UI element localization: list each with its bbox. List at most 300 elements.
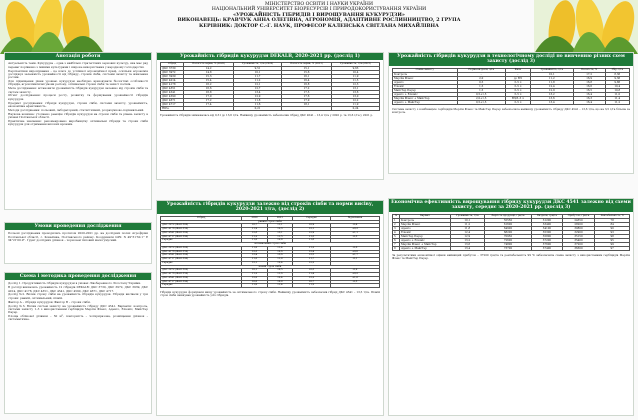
table3-cell: Контроль <box>393 72 458 76</box>
table1-cell <box>184 107 234 111</box>
table4-header-cell: Вартість продукції, грн/га <box>484 214 532 218</box>
table3-header-cell: Схема захисту <box>393 68 458 72</box>
table4-header-cell: Рентабельність, % <box>595 214 630 218</box>
university-line: НАЦІОНАЛЬНИЙ УНІВЕРСИТЕТ БІОРЕСУРСІВ І ПРИРОДОКОРИСТУВАННЯ УКРАЇНИ <box>211 7 427 13</box>
table3-title: Урожайність гібридів кукурудзи в технологічному досліді по вивченню різних схем захисту (дослід 3) <box>389 53 633 66</box>
table2-cell: ДКС 4178 (ФАО 350) <box>161 228 242 232</box>
table3-cell: 10,8 <box>605 88 629 92</box>
table1-cell: ДКС 4590 <box>161 95 184 99</box>
table2-section <box>156 200 384 416</box>
table4-cell: 97 <box>595 246 630 250</box>
table1-cell: ДКС 4541 <box>161 91 184 95</box>
author-line: ВИКОНАВЕЦЬ: КРАВЧУК АННА ОЛЕГІВНА, АГРОНОМІЯ, АДАПТИВНЕ РОСЛИННИЦТВО, 2 ГРУПА <box>177 17 461 24</box>
table3-cell: 16,5 <box>573 88 605 92</box>
table1-cell: 10,4 <box>332 71 380 75</box>
table1-cell: ДКС 4351 <box>161 87 184 91</box>
table2-cell: 12,3 <box>242 250 267 254</box>
table4-cell: 30800 <box>562 226 595 230</box>
table2-cell: 11,2 <box>242 273 267 277</box>
table1-cell: 14,8 <box>184 71 234 75</box>
table2-cell: 12,6 <box>267 250 292 254</box>
table4-header-cell: Прибуток, грн/га <box>562 214 595 218</box>
table2-cell: 12,2 <box>293 276 331 280</box>
table4-cell: 72600 <box>484 238 532 242</box>
table2-group-label: ранній строк сівби <box>161 220 380 224</box>
table2-cell: 11,7 <box>293 258 331 262</box>
table2-header-cell: Відхилення <box>330 216 379 220</box>
table2-group-label: оптимальний строк сівби <box>161 243 380 247</box>
table3-cell: до ВЧ <box>505 76 530 80</box>
table4-cell: 8 <box>393 246 400 250</box>
table2-header-cell: Гібрид <box>161 216 242 220</box>
table3-cell: 11,8 <box>530 80 573 84</box>
table2-cell: 10,6 <box>242 280 267 284</box>
table2-cell: Середнє <box>161 284 242 288</box>
table1-cell: 11,2 <box>234 79 282 83</box>
table4-cell: 13,4 <box>450 246 484 250</box>
table4-cell: Аденго + МайсТер <box>399 246 450 250</box>
table3-cell: 12,4 <box>530 84 573 88</box>
table2-cell: 10,1 <box>242 269 267 273</box>
table3-header-cell: Фаза <box>505 68 530 72</box>
table3-cell: 11,4 <box>605 96 629 100</box>
table1-cell: 11,9 <box>332 75 380 79</box>
table1-cell: 12,2 <box>332 99 380 103</box>
table1-cell: 15,1 <box>282 67 332 71</box>
table1-section <box>156 52 384 180</box>
table4-header-cell: № <box>393 214 400 218</box>
table3-cell: Елюміс <box>393 84 458 88</box>
table2-cell: 11,4 <box>293 273 331 277</box>
table4-cell: 24350 <box>562 218 595 222</box>
table2-cell: -0,4 <box>330 224 379 228</box>
table2-cell: Середнє <box>161 261 242 265</box>
table2-cell: 12,2 <box>293 261 331 265</box>
left-column <box>4 52 152 416</box>
table3-cell: Аденго + МайсТер <box>393 100 458 104</box>
table3-cell: 9,86 <box>605 80 629 84</box>
table1-cell: 13,4 <box>234 91 282 95</box>
table3-cell: 3–5 л <box>505 84 530 88</box>
table1-cell: 15,3 <box>184 75 234 79</box>
table3-cell: 8,36 <box>605 72 629 76</box>
table2-cell: 13,4 <box>242 254 267 258</box>
abstract-text <box>5 60 151 129</box>
abstract-paragraph: Предмет дослідження: гібриди кукурудзи, строки сівби, системи захисту, урожайність, економічна ефективність. <box>8 100 148 108</box>
table3-cell: 16,4 <box>573 92 605 96</box>
table4-note: За результатами економічної оцінки найвищий прибуток – 37200 грн/га та рентабельність 99 % забезпечила схема захисту з використанням гербіцидів Мерлін Флекс та МайсТер Пауер. <box>392 252 630 260</box>
table3-cell: – <box>457 72 505 76</box>
table4-cell: 74800 <box>484 242 532 246</box>
corn-decoration-right-icon <box>534 0 638 54</box>
table4-cell: 35150 <box>562 234 595 238</box>
table1-cell: ДКС 3730 <box>161 67 184 71</box>
table1-cell: 0,21 <box>234 107 282 111</box>
table1-cell: 17,5 <box>282 91 332 95</box>
table2-cell: 13,6 <box>267 254 292 258</box>
table3-cell: Аденго + Елюміс <box>393 92 458 96</box>
table4-cell: 78 <box>595 218 630 222</box>
table2-cell: 11,2 <box>293 284 331 288</box>
table2-cell: ДКС 4178 (ФАО 350) <box>161 250 242 254</box>
table3-cell: 13,2 <box>530 92 573 96</box>
abstract-paragraph: Актуальність теми. Кукурудза – одна з найбільш стратегічних зернових культур, яка має ряд переваг порівняно з іншими культурами і широке використання у народному господарстві. <box>8 61 148 69</box>
table1-cell: 16,1 <box>282 75 332 79</box>
table4-cell: 7 <box>393 242 400 246</box>
table4-cell: 2 <box>393 222 400 226</box>
table4-cell: Аденго <box>399 226 450 230</box>
table3-body <box>393 72 630 104</box>
table2-cell: +1,1 <box>330 231 379 235</box>
table4-cell: 33400 <box>532 222 562 226</box>
table3-cell: 13,4 <box>530 100 573 104</box>
abstract-title: Анотація роботи <box>5 53 151 60</box>
table2-cell: ДКС 4717 (ФАО 390) <box>161 235 242 239</box>
table2-cell: +0,2 <box>330 273 379 277</box>
table3-cell: 13,6 <box>530 96 573 100</box>
table2-cell: ДКС 3972 (ФАО 300) <box>161 246 242 250</box>
table1-header-cell: Вологість зерна, % (2020) <box>184 63 234 67</box>
table3-cell: 11,0 <box>605 92 629 96</box>
table2-cell: 12,4 <box>267 261 292 265</box>
table1-cell: 12,7 <box>234 87 282 91</box>
table2-body <box>161 220 380 288</box>
conditions-text: Польові дослідження проводились протягом 2020-2021 рр. на дослідних полях Агрофірми Полтавської області, с. Ковалівка, Полтавського району. Координати GPS: N 49°31'30.1'' E 34°21'00.9''. Ґрунт дослідних ділянок – чорнозем типовий малогумусний. <box>8 231 148 242</box>
table1-cell: 16,8 <box>282 83 332 87</box>
supervisor-line: КЕРІВНИК: ДОКТОР С.-Г. НАУК, ПРОФЕСОР КАЛЕНСЬКА СВІТЛАНА МИХАЙЛІВНА <box>199 22 439 29</box>
table3-cell: 1,5 <box>457 88 505 92</box>
table1-body <box>161 67 380 111</box>
table4-header-cell: Варіант <box>399 214 450 218</box>
table2-cell: +0,6 <box>330 250 379 254</box>
table1-cell: ДКС 4717 <box>161 103 184 107</box>
table2-group-label: пізній строк сівби <box>161 265 380 269</box>
table3-cell: 9,36 <box>605 76 629 80</box>
table4-cell: 84 <box>595 222 630 226</box>
table4-cell: 12,4 <box>450 230 484 234</box>
table2-cell: ДКС 4541 (ФАО 360) <box>161 254 242 258</box>
table1-header-row <box>161 63 380 67</box>
table1-cell: 17,0 <box>184 95 234 99</box>
table1-cell: 17,6 <box>282 95 332 99</box>
table1-cell: 16,4 <box>282 79 332 83</box>
table1-cell <box>282 107 332 111</box>
table2-cell: 10,3 <box>293 269 331 273</box>
table2-cell: +1,7 <box>330 254 379 258</box>
table2-cell: 12,3 <box>267 228 292 232</box>
table1-cell: 17,4 <box>184 103 234 107</box>
table1-cell: ДКС 4014 <box>161 79 184 83</box>
table1-cell: 11,7 <box>234 75 282 79</box>
table1-cell: 9,51 <box>234 67 282 71</box>
table4-cell: 93 <box>595 230 630 234</box>
table3-cell: – <box>505 72 530 76</box>
table1-row <box>161 107 380 111</box>
table2-cell: 12,0 <box>242 276 267 280</box>
table4-header-cell: Урожайність, т/га <box>450 214 484 218</box>
table1-cell: 12,3 <box>332 83 380 87</box>
table3-cell: 2,0 <box>457 76 505 80</box>
table1-cell: 11,9 <box>332 103 380 107</box>
table1-cell: 11,5 <box>332 79 380 83</box>
table4-cell: 13,2 <box>450 238 484 242</box>
table2-cell: 12,1 <box>293 228 331 232</box>
table4-cell: 3 <box>393 226 400 230</box>
table4-cell: 12,9 <box>450 234 484 238</box>
table3-cell: 3–5 л <box>505 88 530 92</box>
table2-cell: 11,0 <box>242 246 267 250</box>
table2-cell: 11,1 <box>267 224 292 228</box>
table2-cell: 11,4 <box>267 284 292 288</box>
table3-row <box>393 100 630 104</box>
table3-cell: 16,3 <box>573 96 605 100</box>
table3-cell: 11,2 <box>530 76 573 80</box>
abstract-paragraph: Практичне значення: рекомендовано виробництву оптимальні гібриди та строки сівби кукурудзи для отримання високих врожаїв. <box>8 118 148 127</box>
table1-header-cell: Урожайність, т/га (2020) <box>234 63 282 67</box>
table2-cell: -0,9 <box>330 269 379 273</box>
table3-cell: 16,6 <box>573 84 605 88</box>
table2-cell: 11,6 <box>242 239 267 243</box>
table2-cell: 10,7 <box>242 224 267 228</box>
table4-cell: МайсТер Пауер <box>399 234 450 238</box>
table2-cell: 12,4 <box>267 276 292 280</box>
table2-cell: 10,9 <box>293 224 331 228</box>
table2-header-cell: 2020 <box>242 216 267 220</box>
table4-cell: 61600 <box>484 222 532 226</box>
table3-cell: 2,0+1,5 <box>457 96 505 100</box>
table3-cell: 10,4 <box>605 84 629 88</box>
table2-cell: 12,1 <box>242 261 267 265</box>
table2-cell: 11,4 <box>267 246 292 250</box>
abstract-paragraph: Мета дослідження: встановити урожайність гібридів кукурудзи залежно від строків сівби та систем захисту. <box>8 86 148 94</box>
table3-cell: 3–5 л <box>505 92 530 96</box>
table4-cell: Мерлін Флекс <box>399 222 450 226</box>
scheme-paragraph: Площа облікової ділянки – 50 м², повторність – чотириразова, розміщення ділянок – систематичне. <box>8 314 148 322</box>
table4-title: Економічна ефективність вирощування гібриду кукурудзи ДКС 4541 залежно від схеми захисту, середнє за 2020-2021 рр. (дослід 3) <box>389 199 633 212</box>
table4-cell: 32900 <box>562 230 595 234</box>
table4-cell: 6 <box>393 238 400 242</box>
conditions-title: Умови проведення дослідження <box>5 223 151 230</box>
table3-header-cell: Збір, т/га <box>605 68 629 72</box>
table2-cell: 10,9 <box>267 280 292 284</box>
table2-cell: Середнє <box>161 239 242 243</box>
table2-cell: 13,1 <box>267 231 292 235</box>
table3-cell: 1,5 <box>457 84 505 88</box>
table4-cell: Контроль <box>399 218 450 222</box>
table4-cell: 1 <box>393 218 400 222</box>
table3-header-cell: Норма витрати, л/га <box>457 68 505 72</box>
table4-cell: 99 <box>595 242 630 246</box>
middle-column <box>156 52 384 416</box>
table4-cell: 37600 <box>532 242 562 246</box>
table4-cell: 13,6 <box>450 242 484 246</box>
table2-cell: ДКС 4717 (ФАО 390) <box>161 280 242 284</box>
ministry-line: МІНІСТЕРСТВО ОСВІТИ І НАУКИ УКРАЇНИ <box>265 2 373 7</box>
table2-cell: 11,2 <box>293 246 331 250</box>
abstract-paragraph: Перспективи вирощування – це ключ до успішної агрономічної праці, оскільки агрономія досліджує залежність урожайності від гібриду, строків сівби, системи захисту та живлення рослин. <box>8 68 148 80</box>
table1-cell: 14,2 <box>184 67 234 71</box>
table2-cell: 12,9 <box>293 231 331 235</box>
abstract-paragraph: Для підвищення рівня урожаю кукурудзи необхідно враховувати біологічні особливості гібридів, агрокліматичні умови регіону, оптимальні строки сівби та захист посівів. <box>8 79 148 87</box>
table1-cell: 17,9 <box>282 99 332 103</box>
table1-cell: ДКС 3939 <box>161 75 184 79</box>
table1-cell: 16,6 <box>184 87 234 91</box>
table4-cell: Елюміс <box>399 230 450 234</box>
scheme-paragraph: Фактор А – гібриди кукурудзи; Фактор В – строки сівби. <box>8 299 91 304</box>
table3-header-cell: Вологість, % <box>573 68 605 72</box>
table4-cell: 36300 <box>562 246 595 250</box>
table2-cell: ДКС 3972 (ФАО 300) <box>161 269 242 273</box>
table3-note: Система захисту з комбінацією гербіцидів Мерлін Флекс та МайсТер Пауер забезпечила найвищу урожайність гібриду ДКС 4541 – 13,6 т/га, що на 3,5 т/га більше за контроль. <box>392 106 630 114</box>
table4-cell: 31200 <box>532 218 562 222</box>
abstract-section <box>4 52 152 210</box>
table3-cell: ВЧ/3–5 л <box>505 96 530 100</box>
table1-cell: ДКС 3972 <box>161 71 184 75</box>
table2 <box>160 216 380 288</box>
table4-cell: 37400 <box>532 246 562 250</box>
table4-cell: 70950 <box>484 234 532 238</box>
table3-section <box>388 52 634 174</box>
table4-cell: Мерлін Флекс + МайсТер <box>399 242 450 246</box>
table4-cell: 35300 <box>532 230 562 234</box>
table2-cell: 11,3 <box>293 235 331 239</box>
table2-cell: 10,7 <box>293 280 331 284</box>
table2-cell: 12,0 <box>267 239 292 243</box>
table4-cell: 90 <box>595 226 630 230</box>
corn-decoration-left-icon <box>0 0 104 54</box>
table2-cell: 10,5 <box>267 269 292 273</box>
table2-cell: ДКС 4541 (ФАО 360) <box>161 231 242 235</box>
table4 <box>392 214 630 251</box>
table2-cell: 11,6 <box>242 258 267 262</box>
table2-cell: 11,9 <box>267 258 292 262</box>
table3-cell: 0,5+1,5 <box>457 100 505 104</box>
table2-cell: ДКС 4717 (ФАО 390) <box>161 258 242 262</box>
table4-cell: 10,1 <box>450 218 484 222</box>
table1-cell: 13,1 <box>332 87 380 91</box>
poster-title: «УРОЖАЙНІСТЬ ГІБРИДІВ І ВИРОЩУВАННЯ КУКУРУДЗИ» <box>233 11 405 18</box>
abstract-paragraph: Методи дослідження: польовий, лабораторний, статистичний, розрахунково-порівняльний. <box>8 107 145 112</box>
table4-cell: 11,2 <box>450 222 484 226</box>
scheme-title: Схема і методика проведення дослідження <box>5 273 151 280</box>
table2-cell: 12,8 <box>242 231 267 235</box>
table4-cell: 11,8 <box>450 226 484 230</box>
table4-header-cell: Витрати, грн/га <box>532 214 562 218</box>
table4-body <box>393 218 630 250</box>
table3-cell: МайсТер Пауер <box>393 88 458 92</box>
table2-cell: 11,0 <box>242 284 267 288</box>
scheme-paragraph: Дослід №3. Вплив систем захисту на урожайність гібриду ДКС 4541. Варіанти: контроль, системи захисту 1–3 з використанням гербіцидів Мерлін Флекс, Аденго, Елюміс, МайсТер Пауер. <box>8 303 148 315</box>
table2-cell: 11,2 <box>242 235 267 239</box>
table1 <box>160 62 380 111</box>
table4-cell: 34100 <box>532 226 562 230</box>
table2-cell: 13,5 <box>293 254 331 258</box>
table4-row <box>393 246 630 250</box>
table3-cell: 16,8 <box>573 80 605 84</box>
table1-cell: 16,2 <box>184 83 234 87</box>
poster-header <box>96 2 542 52</box>
table4-cell: 64900 <box>484 226 532 230</box>
scheme-paragraph: Дослід №2. Вплив строку сівби на урожайність гібридів кукурудзи. Гібриди висівали у три строки: ранній, оптимальний, пізній. <box>8 292 148 300</box>
table4-cell: 35400 <box>562 238 595 242</box>
table3-cell: 3–5 л <box>505 100 530 104</box>
table3-cell: 11,2 <box>605 100 629 104</box>
table1-cell: 0,24 <box>332 107 380 111</box>
table3-cell: 17,2 <box>573 72 605 76</box>
table2-cell: 12,4 <box>293 250 331 254</box>
table3 <box>392 68 630 105</box>
table2-note: Гібриди кукурудзи формували вищу урожайність за оптимального строку сівби. Найвищу урожайність забезпечив гібрид ДКС 4541 – 13,5 т/га. Пізній строк сівби знижував урожайність усіх гібридів. <box>160 290 380 298</box>
abstract-paragraph: Наукова новизна: уточнено реакцію гібридів кукурудзи на строки сівби та рівень захисту в умовах Полтавської області. <box>8 111 148 120</box>
table3-cell: Аденго <box>393 80 458 84</box>
table4-section <box>388 198 634 416</box>
table3-cell: Мерлін Флекс <box>393 76 458 80</box>
scheme-section <box>4 272 152 414</box>
scheme-paragraph: Дослід 1. Продуктивність гібридів кукурудзи в умовах Лівобережного Лісостепу України. <box>8 281 142 286</box>
table2-cell: 11,6 <box>267 273 292 277</box>
scheme-paragraph: В досліді вивчались урожайність 12 гібридів DEKALB: ДКС 3730, ДКС 3972, ДКС 3939, ДКС 4014, ДКС 4178, ДКС 4351, ДКС 4541, ДКС 4590, ДКС 4671, ДКС 4717. <box>8 285 148 293</box>
table1-cell: ДКС 4671 <box>161 99 184 103</box>
table2-cell: +1,0 <box>330 276 379 280</box>
table2-cell: 11,5 <box>267 235 292 239</box>
table4-cell: 35800 <box>532 234 562 238</box>
table1-cell: НІР₀₅ <box>161 107 184 111</box>
table4-cell: 37200 <box>532 238 562 242</box>
right-column <box>388 52 634 416</box>
table1-note: Урожайність гібридів змінювалась від 9,51 до 13,6 т/га. Найвищу урожайність забезпечив гібрид ДКС 4541 – 13,4 т/га у 2020 р. та 13,6 т/га у 2021 р. <box>160 113 374 118</box>
table3-cell: 12,9 <box>530 88 573 92</box>
table1-cell: 12,1 <box>234 83 282 87</box>
table1-cell: 17,2 <box>282 87 332 91</box>
table1-header-cell: Вологість зерна, % (2021) <box>282 63 332 67</box>
table2-header-cell: 2021 <box>267 216 292 220</box>
table4-cell: 28200 <box>562 222 595 226</box>
abstract-paragraph: Об'єкт дослідження: процеси росту, розвитку та формування урожайності гібридів кукурудзи. <box>8 93 148 101</box>
table4-cell: 68200 <box>484 230 532 234</box>
table3-header-cell: Урожайність, т/га <box>530 68 573 72</box>
table2-cell: -0,5 <box>330 280 379 284</box>
table4-cell: 37200 <box>562 242 595 246</box>
table2-cell: 11,8 <box>293 239 331 243</box>
table1-title: Урожайність гібридів кукурудзи DEKALB, 2020-2021 рр. (дослід 1) <box>157 53 383 60</box>
table2-cell: +0,3 <box>330 228 379 232</box>
table1-cell: 18,1 <box>282 103 332 107</box>
table4-cell: 95 <box>595 238 630 242</box>
table4-cell: Аденго + Елюміс <box>399 238 450 242</box>
table4-cell: 4 <box>393 230 400 234</box>
table4-cell: 73700 <box>484 246 532 250</box>
conditions-section <box>4 222 152 264</box>
table4-cell: 5 <box>393 234 400 238</box>
table3-cell: 3–5 л <box>505 80 530 84</box>
table1-header-cell: Гібрид <box>161 63 184 67</box>
table3-cell: 0,5+1,5 <box>457 92 505 96</box>
table3-cell: 10,1 <box>530 72 573 76</box>
table2-cell: -0,6 <box>330 246 379 250</box>
table1-header-cell: Урожайність, т/га (2021) <box>332 63 380 67</box>
table2-cell: ДКС 3972 (ФАО 300) <box>161 224 242 228</box>
table2-row <box>161 284 380 288</box>
table2-cell <box>330 284 379 288</box>
table1-cell: 10,1 <box>234 71 282 75</box>
scheme-text <box>5 280 151 324</box>
table1-cell: ДКС 4178 <box>161 83 184 87</box>
table1-cell: 17,2 <box>184 99 234 103</box>
table2-cell: -0,5 <box>330 235 379 239</box>
table2-title: Урожайність гібридів кукурудзи залежно від строків сівби та норми висіву, 2020-2021 т/га, (дослід 2) <box>157 201 383 214</box>
table1-cell: 11,8 <box>234 99 282 103</box>
table2-cell: -0,1 <box>330 258 379 262</box>
